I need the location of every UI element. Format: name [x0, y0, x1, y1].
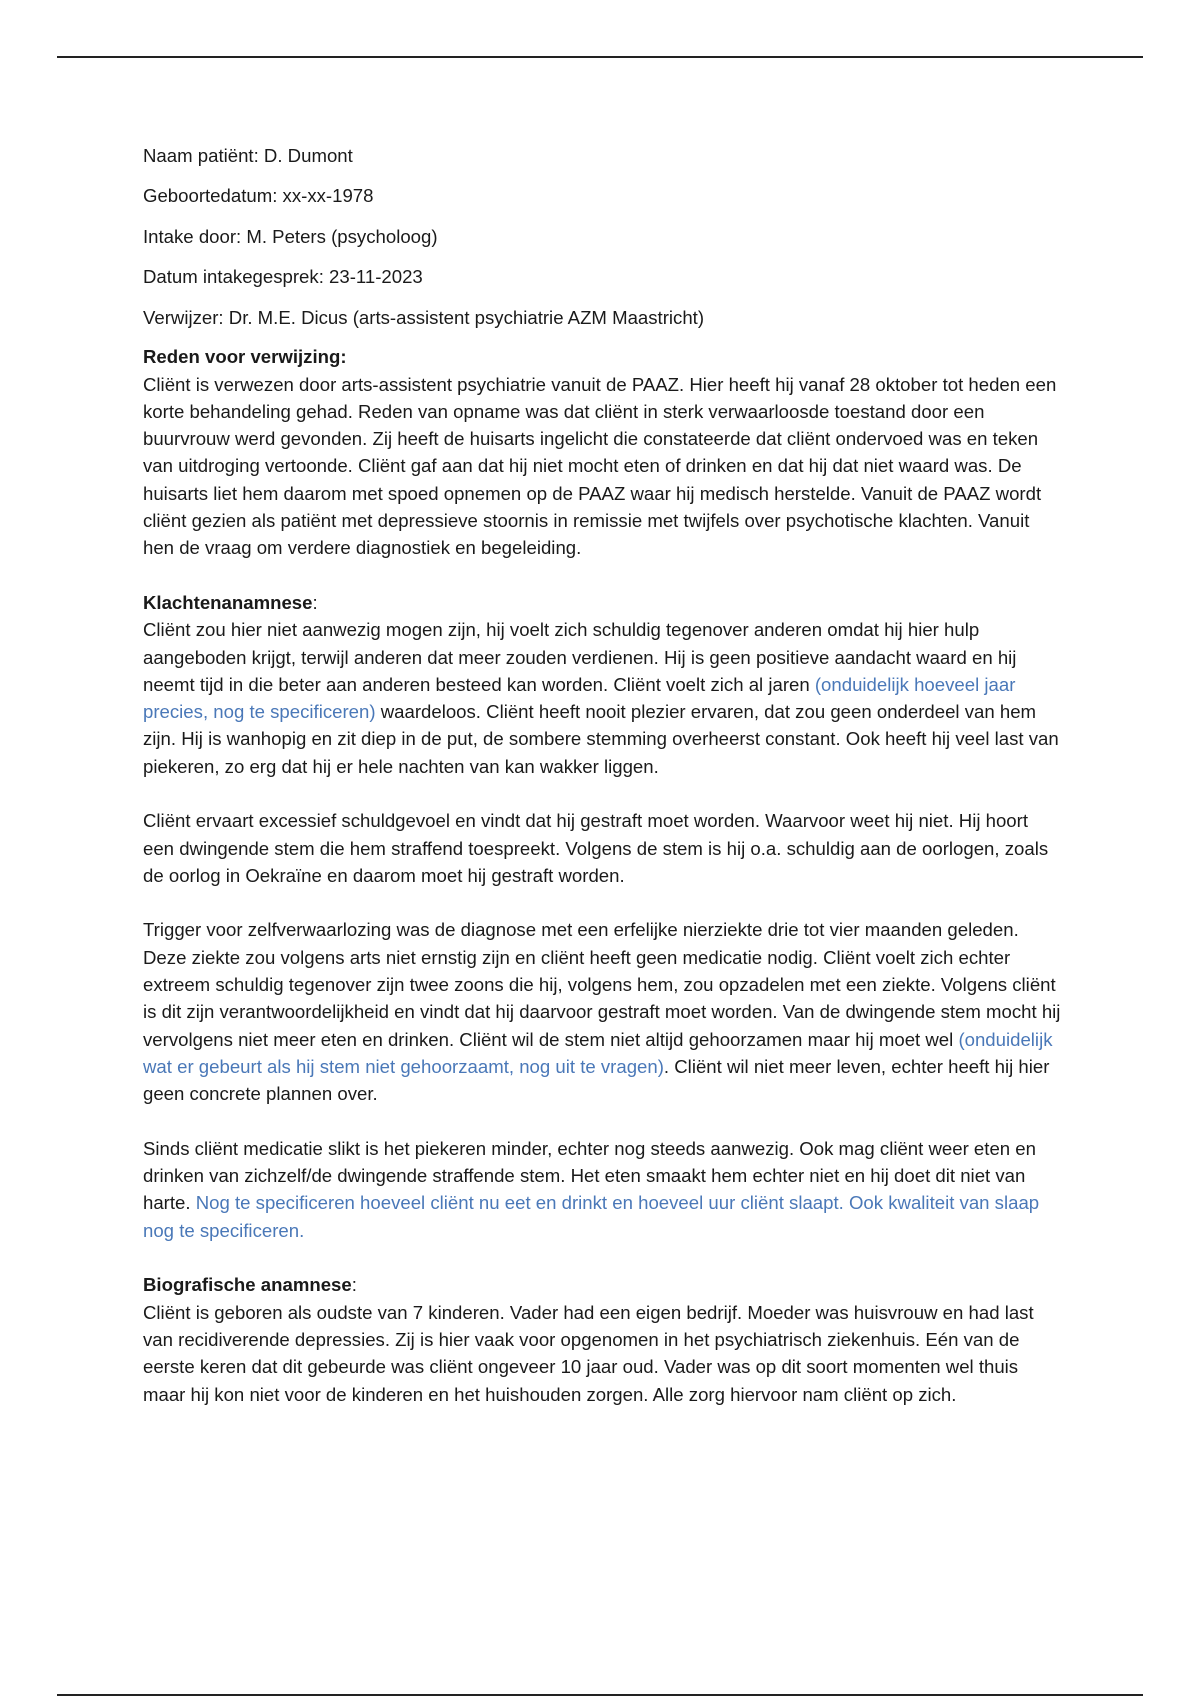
referral-body: Cliënt is verwezen door arts-assistent psychiatrie vanuit de PAAZ. Hier heeft hij vanaf 28 oktober tot heden een korte behandeling gehad. Reden van opname was dat cliënt in sterk verwaarloosde toestand door een buurvrouw werd gevonden. Zij heeft de huisarts ingelicht die constateerde dat cliënt ondervoed was en teken van uitdroging vertoonde. Cliënt gaf aan dat hij niet mocht eten of drinken en dat hij dat niet waard was. De huisarts liet hem daarom met spoed opnemen op de PAAZ waar hij medisch herstelde. Vanuit de PAAZ wordt cliënt gezien als patiënt met depressieve stoornis in remissie met twijfels over psychotische klachten. Vanuit hen de vraag om verdere diagnostiek en begeleiding. [143, 373, 1057, 559]
biography-heading [143, 1271, 1063, 1298]
patient-name: Naam patiënt: D. Dumont [143, 145, 353, 166]
paragraph-gap [143, 780, 1063, 807]
complaints-heading [143, 589, 1063, 616]
biography-body: Cliënt is geboren als oudste van 7 kinderen. Vader had een eigen bedrijf. Moeder was huisvrouw en had last van recidiverende depressies. Zij is hier vaak voor opgenomen in het psychiatrisch ziekenhuis. Eén van de eerste keren dat dit gebeurde was cliënt ongeveer 10 jaar oud. Vader was op dit soort momenten wel thuis maar hij kon niet voor de kinderen en het huishouden zorgen. Alle zorg hiervoor nam cliënt op zich. [143, 1301, 1034, 1405]
biography-section [143, 1271, 1063, 1407]
complaints-p3-text-b: . Cliënt wil niet meer leven, echter heeft hij hier geen concrete plannen over. [143, 1055, 1050, 1105]
paragraph-gap [143, 1108, 1063, 1135]
complaints-p1-text-a: Cliënt zou hier niet aanwezig mogen zijn, hij voelt zich schuldig tegenover anderen omdat hij hier hulp aangeboden krijgt, terwijl anderen dat meer zouden verdienen. Hij is geen positieve aandacht waard en hij neemt tijd in die beter aan anderen besteed kan worden. Cliënt voelt zich al jaren [143, 619, 1017, 695]
referrer: Verwijzer: Dr. M.E. Dicus (arts-assistent psychiatrie AZM Maastricht) [143, 306, 705, 328]
complaints-paragraph-1 [143, 616, 1063, 780]
footer-rule [57, 1694, 1143, 1696]
birth-date: Geboortedatum: xx-xx-1978 [143, 185, 374, 207]
complaints-section [143, 589, 1063, 1244]
document-body [143, 142, 1063, 1435]
referral-title: Reden voor verwijzing: [143, 346, 347, 368]
complaints-p1-note: (onduidelijk hoeveel jaar precies, nog te specificeren) [143, 673, 1016, 723]
complaints-paragraph-3 [143, 916, 1063, 1107]
complaints-p4-text-a: Sinds cliënt medicatie slikt is het piekeren minder, echter nog steeds aanwezig. Ook mag cliënt weer eten en drinken van zichzelf/de dwingende straffende stem. Het eten smaakt hem echter niet en hij doet dit niet van harte. [143, 1137, 1036, 1214]
complaints-p1-text-b: waardeloos. Cliënt heeft nooit plezier ervaren, dat zou geen onderdeel van hem zijn. Hij is wanhopig en zit diep in de put, de sombere stemming overheerst constant. Ook heeft hij veel last van piekeren, zo erg dat hij er hele nachten van kan wakker liggen. [143, 701, 1059, 777]
complaints-p3-text-a: Trigger voor zelfverwaarlozing was de diagnose met een erfelijke nierziekte drie tot vier maanden geleden. Deze ziekte zou volgens arts niet ernstig zijn en cliënt heeft geen medicatie nodig. Cliënt voelt zich echter extreem schuldig tegenover zijn twee zoons die hij, volgens hem, zou opzadelen met een ziekte. Volgens cliënt is dit zijn verantwoordelijkheid en vindt dat hij daarvoor gestraft moet worden. Van de dwingende stem mocht hij vervolgens niet meer eten en drinken. Cliënt wil de stem niet altijd gehoorzamen maar hij moet wel [143, 919, 1061, 1050]
paragraph-gap [143, 889, 1063, 916]
referral-section [143, 343, 1063, 561]
complaints-p3-note: (onduidelijk wat er gebeurt als hij stem niet gehoorzaamt, nog uit te vragen) [143, 1028, 1053, 1077]
biography-colon: : [351, 1274, 357, 1296]
complaints-title: Klachtenanamnese [143, 591, 313, 613]
complaints-paragraph-2: Cliënt ervaart excessief schuldgevoel en vindt dat hij gestraft moet worden. Waarvoor weet hij niet. Hij hoort een dwingende stem die hem straffend toespreekt. Volgens de stem is hij o.a. schuldig aan de oorlogen, zoals de oorlog in Oekraïne en daarom moet hij gestraft worden. [143, 810, 1049, 886]
header-rule [57, 56, 1143, 58]
biography-title: Biografische anamnese [143, 1274, 352, 1296]
complaints-p4-note: Nog te specificeren hoeveel cliënt nu eet en drinkt en hoeveel uur cliënt slaapt. Ook kwaliteit van slaap nog te specificeren. [143, 1192, 1040, 1241]
complaints-colon: : [312, 591, 318, 613]
intake-by: Intake door: M. Peters (psycholoog) [143, 225, 438, 247]
intake-date: Datum intakegesprek: 23-11-2023 [143, 266, 423, 288]
complaints-paragraph-4 [143, 1135, 1063, 1244]
